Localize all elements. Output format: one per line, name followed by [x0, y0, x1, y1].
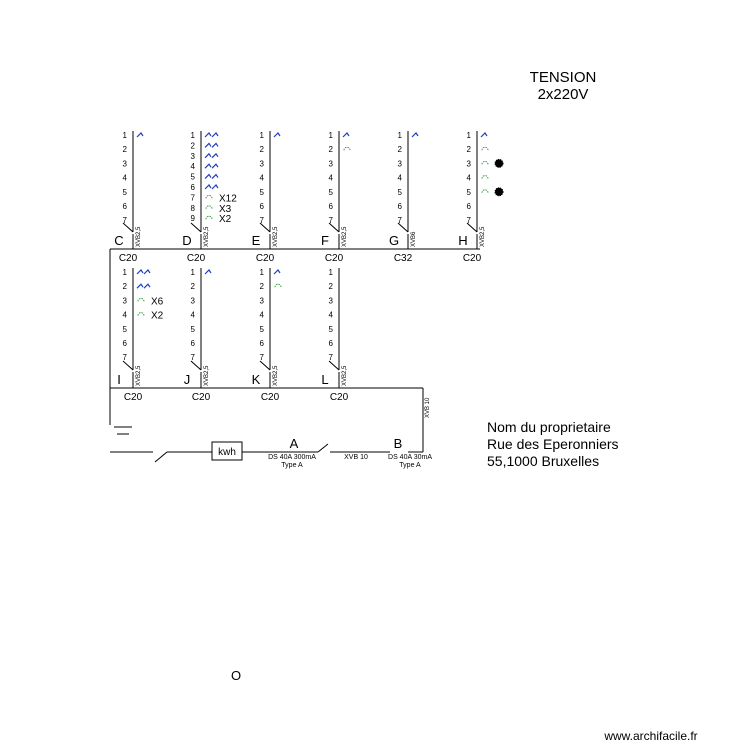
point-number: 7 — [190, 353, 195, 363]
circuit-letter: E — [251, 233, 261, 248]
circuit-letter: C — [114, 233, 124, 248]
point-number: 4 — [190, 162, 195, 172]
breaker-rating: C20 — [260, 392, 280, 403]
cable-label: XVB2,5 — [480, 226, 486, 247]
circuit-f — [321, 131, 350, 264]
circuit-letter: H — [458, 233, 468, 248]
point-number: 3 — [122, 159, 127, 169]
point-number: 7 — [466, 216, 471, 226]
cable-up-label: XVB 10 — [425, 397, 431, 418]
point-number: 7 — [259, 216, 264, 226]
point-number: 1 — [190, 268, 195, 277]
socket-icon — [482, 190, 488, 193]
point-number: 6 — [328, 202, 333, 211]
point-number: 5 — [397, 187, 402, 197]
tension-value: 2x220V — [537, 86, 589, 103]
breaker-switch-icon — [191, 361, 201, 370]
breaker-rating: C20 — [123, 392, 143, 403]
cable-ab-label: XVB 10 — [344, 454, 368, 461]
point-number: 2 — [328, 145, 333, 155]
circuit-letter: L — [321, 372, 329, 387]
socket-icon — [206, 206, 212, 209]
light-switch-icon — [205, 133, 218, 137]
point-annotation: X2 — [219, 214, 232, 226]
point-number: 6 — [259, 339, 264, 348]
circuit-letter: J — [183, 372, 191, 387]
point-number: 8 — [190, 203, 195, 213]
point-number: 3 — [466, 159, 471, 169]
point-number: 3 — [259, 159, 264, 169]
point-number: 7 — [122, 353, 127, 363]
breaker-rating: C20 — [186, 253, 206, 264]
point-number: 1 — [122, 268, 127, 277]
point-number: 2 — [122, 282, 127, 292]
light-switch-icon — [274, 133, 280, 137]
tension-title: TENSION — [529, 69, 597, 86]
socket-icon — [482, 161, 488, 164]
light-switch-icon — [205, 154, 218, 158]
differential-b-type: Type A — [399, 462, 421, 469]
cable-label: XVB2,5 — [273, 226, 279, 247]
point-annotation: X2 — [151, 310, 164, 322]
point-number: 1 — [259, 131, 264, 140]
light-switch-icon — [205, 185, 218, 189]
light-switch-icon — [274, 270, 280, 274]
cable-label: XVB2,5 — [136, 365, 142, 386]
point-number: 3 — [397, 159, 402, 169]
point-number: 3 — [190, 296, 195, 306]
point-number: 4 — [328, 310, 333, 320]
point-number: 7 — [190, 193, 195, 203]
circuits-group — [114, 131, 503, 403]
circuit-i — [117, 268, 163, 403]
light-switch-icon — [481, 133, 487, 137]
point-number: 2 — [397, 145, 402, 155]
breaker-rating: C20 — [462, 253, 482, 264]
circuit-k — [252, 268, 281, 403]
light-switch-icon — [205, 164, 218, 168]
point-number: 2 — [328, 282, 333, 292]
point-number: 6 — [122, 339, 127, 348]
point-number: 2 — [122, 145, 127, 155]
stray-label: O — [230, 668, 242, 683]
point-number: 2 — [190, 141, 195, 151]
point-number: 5 — [328, 187, 333, 197]
breaker-switch-icon — [260, 361, 270, 370]
point-number: 7 — [397, 216, 402, 226]
light-switch-icon — [205, 270, 211, 274]
breaker-switch-icon — [191, 223, 201, 232]
cable-label: XVB2,5 — [204, 226, 210, 247]
owner-name: Nom du proprietaire — [487, 419, 611, 435]
light-switch-icon — [137, 284, 150, 288]
point-number: 5 — [466, 187, 471, 197]
point-number: 3 — [122, 296, 127, 306]
light-switch-icon — [137, 133, 143, 137]
point-number: 6 — [190, 183, 195, 192]
breaker-switch-icon — [123, 361, 133, 370]
breaker-rating: C20 — [255, 253, 275, 264]
socket-icon — [275, 284, 281, 287]
point-number: 1 — [397, 131, 402, 140]
point-number: 3 — [190, 151, 195, 161]
owner-city: 55,1000 Bruxelles — [487, 453, 600, 469]
point-number: 7 — [259, 353, 264, 363]
point-number: 1 — [122, 131, 127, 140]
point-number: 2 — [259, 145, 264, 155]
point-number: 2 — [466, 145, 471, 155]
cable-label: XVB2,5 — [342, 365, 348, 386]
point-number: 3 — [328, 159, 333, 169]
breaker-rating: C32 — [393, 253, 413, 264]
socket-icon — [138, 313, 144, 316]
point-number: 4 — [259, 173, 264, 183]
light-switch-icon — [343, 133, 349, 137]
breaker-rating: C20 — [324, 253, 344, 264]
point-number: 4 — [259, 310, 264, 320]
point-number: 5 — [122, 324, 127, 334]
point-number: 4 — [466, 173, 471, 183]
point-number: 2 — [190, 282, 195, 292]
differential-a-type: Type A — [281, 462, 303, 469]
point-number: 7 — [328, 216, 333, 226]
kwh-meter-label: kwh — [218, 447, 236, 458]
point-number: 3 — [259, 296, 264, 306]
differential-a-letter: A — [289, 436, 299, 451]
light-switch-icon — [137, 270, 150, 274]
point-number: 5 — [328, 324, 333, 334]
point-number: 7 — [122, 216, 127, 226]
socket-icon — [482, 176, 488, 179]
point-number: 6 — [190, 339, 195, 348]
point-number: 2 — [259, 282, 264, 292]
point-number: 5 — [122, 187, 127, 197]
point-number: 5 — [190, 172, 195, 182]
owner-street: Rue des Eperonniers — [487, 436, 619, 452]
point-number: 1 — [328, 268, 333, 277]
point-number: 3 — [328, 296, 333, 306]
differential-b-letter: B — [393, 436, 403, 451]
light-switch-icon — [205, 143, 218, 147]
point-number: 4 — [122, 173, 127, 183]
socket-icon — [138, 298, 144, 301]
circuit-h — [458, 131, 503, 264]
point-number: 6 — [397, 202, 402, 211]
circuit-c — [114, 131, 143, 264]
point-number: 4 — [397, 173, 402, 183]
point-number: 1 — [259, 268, 264, 277]
point-number: 4 — [328, 173, 333, 183]
circuit-letter: D — [182, 233, 192, 248]
differential-a-rating: DS 40A 300mA — [268, 454, 316, 461]
point-number: 4 — [190, 310, 195, 320]
breaker-rating: C20 — [191, 392, 211, 403]
circuit-letter: I — [117, 372, 121, 387]
differential-b-rating: DS 40A 30mA — [388, 454, 432, 461]
point-number: 1 — [328, 131, 333, 140]
light-switch-icon — [205, 175, 218, 179]
circuit-letter: K — [251, 372, 261, 387]
socket-icon — [206, 216, 212, 219]
circuit-letter: F — [321, 233, 329, 248]
light-switch-icon — [412, 133, 418, 137]
point-number: 5 — [259, 324, 264, 334]
point-number: 6 — [466, 202, 471, 211]
point-number: 5 — [259, 187, 264, 197]
watermark: www.archifacile.fr — [604, 729, 698, 743]
point-number: 5 — [190, 324, 195, 334]
circuit-letter: G — [388, 233, 400, 248]
circuit-e — [252, 131, 280, 264]
point-annotation: X12 — [219, 193, 237, 205]
point-number: 4 — [122, 310, 127, 320]
breaker-rating: C20 — [118, 253, 138, 264]
breaker-switch-icon — [329, 361, 339, 370]
point-number: 6 — [328, 339, 333, 348]
point-number: 1 — [190, 131, 195, 140]
cable-label: XVB2,5 — [136, 226, 142, 247]
socket-icon — [482, 147, 488, 150]
point-number: 1 — [466, 131, 471, 140]
cable-label: XVB2,5 — [273, 365, 279, 386]
point-number: 7 — [328, 353, 333, 363]
breaker-rating: C20 — [329, 392, 349, 403]
socket-icon — [344, 147, 350, 150]
cable-label: XVB2,5 — [342, 226, 348, 247]
point-number: 6 — [122, 202, 127, 211]
circuit-l — [321, 268, 348, 403]
point-number: 6 — [259, 202, 264, 211]
cable-label: XVB6 — [411, 231, 417, 247]
point-annotation: X3 — [219, 203, 232, 215]
point-number: 9 — [190, 214, 195, 224]
point-annotation: X6 — [151, 296, 164, 308]
circuit-j — [184, 268, 211, 403]
circuit-d — [182, 131, 237, 264]
cable-label: XVB2,5 — [204, 365, 210, 386]
socket-icon — [206, 195, 212, 198]
circuit-g — [389, 131, 418, 264]
